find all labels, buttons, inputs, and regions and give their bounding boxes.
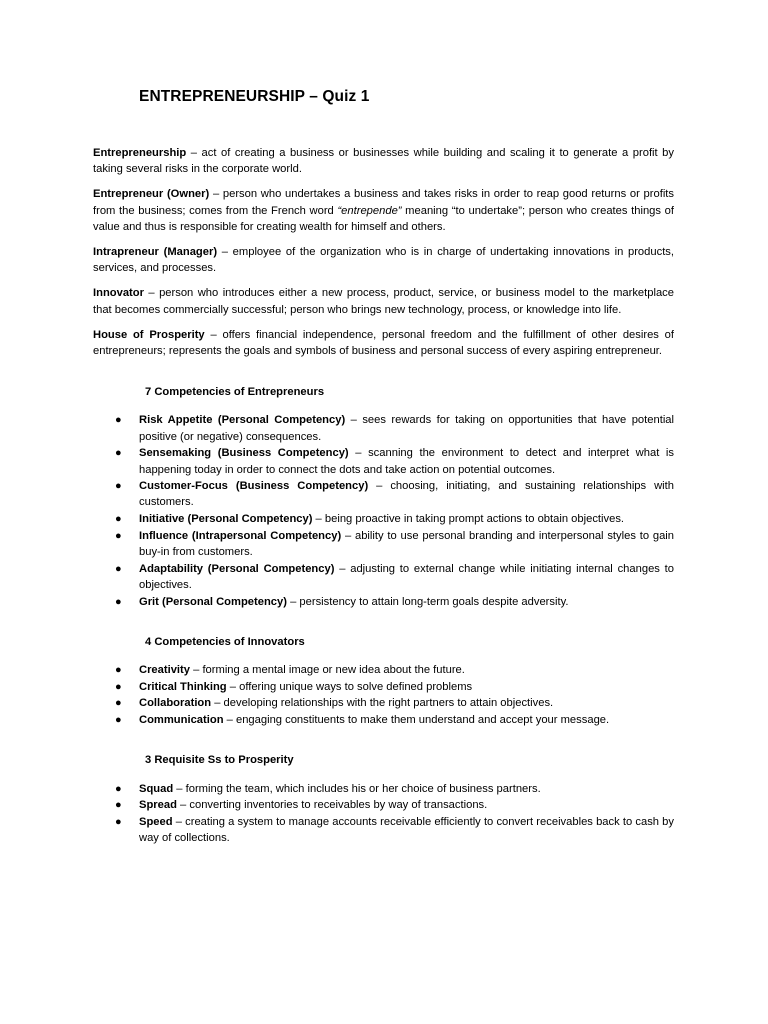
bullet-icon: ● xyxy=(115,664,122,677)
list-item xyxy=(93,412,674,444)
bullet-icon: ● xyxy=(115,680,122,693)
definition-text: – offers financial independence, personal freedom and the fulfillment of other desires of entrepreneurs; represents the goals and symbols of business and personal success of every aspiring entrepreneur. xyxy=(93,328,674,358)
item-term: Squad xyxy=(139,782,174,795)
item-term: Collaboration xyxy=(139,697,212,710)
item-term: Influence (Intrapersonal Competency) xyxy=(139,529,342,542)
section-heading-innovator-competencies: 4 Competencies of Innovators xyxy=(145,635,305,648)
bullet-icon: ● xyxy=(115,816,122,828)
bullet-icon: ● xyxy=(115,782,122,795)
definition-intrapreneur xyxy=(93,244,674,276)
item-term: Creativity xyxy=(139,664,190,677)
definition-innovator xyxy=(93,285,674,317)
document-body xyxy=(93,145,674,847)
bullet-icon: ● xyxy=(115,562,122,575)
list-item xyxy=(93,445,674,477)
item-term: Grit (Personal Competency) xyxy=(139,595,287,608)
definition-text: – person who undertakes a business and takes risks in order to reap good returns or profits from the business; comes from the French word xyxy=(93,188,675,217)
definition-term: Innovator xyxy=(93,287,144,300)
item-text: – developing relationships with the right partners to attain objectives. xyxy=(211,697,554,710)
definition-term: Intrapreneur (Manager) xyxy=(93,246,218,259)
list-item xyxy=(93,594,674,610)
bullet-icon: ● xyxy=(115,697,122,710)
item-text: – being proactive in taking prompt actions to obtain objectives. xyxy=(312,513,625,526)
item-text: – offering unique ways to solve defined problems xyxy=(226,680,473,693)
item-text: – ability to use personal branding and interpersonal styles to gain buy-in from customers. xyxy=(139,529,674,559)
item-text: – adjusting to external change while initiating internal changes to objectives. xyxy=(139,562,674,591)
bullet-icon: ● xyxy=(115,714,122,727)
item-term: Critical Thinking xyxy=(139,680,227,693)
list-item xyxy=(93,814,674,846)
entrepreneur-competencies-list xyxy=(93,412,674,609)
definition-entrepreneurship xyxy=(93,145,674,177)
bullet-icon: ● xyxy=(115,480,122,493)
item-term: Risk Appetite (Personal Competency) xyxy=(139,414,346,427)
item-text: – forming a mental image or new idea about the future. xyxy=(190,664,465,677)
innovator-competencies-list xyxy=(93,662,674,728)
definition-entrepreneur xyxy=(93,186,674,235)
definition-text: – employee of the organization who is in charge of undertaking innovations in products, services, and processes. xyxy=(93,246,675,275)
item-text: – creating a system to manage accounts receivable efficiently to convert receivables back to cash by way of collections. xyxy=(139,816,674,845)
section-heading-prosperity-requisites: 3 Requisite Ss to Prosperity xyxy=(145,754,294,767)
list-item xyxy=(93,478,674,510)
bullet-icon: ● xyxy=(115,799,122,812)
item-term: Communication xyxy=(139,714,224,727)
bullet-icon: ● xyxy=(115,513,122,526)
item-text: – converting inventories to receivables by way of transactions. xyxy=(176,799,488,812)
item-text: – persistency to attain long-term goals despite adversity. xyxy=(286,595,569,608)
bullet-icon: ● xyxy=(115,529,122,542)
section-heading-entrepreneur-competencies: 7 Competencies of Entrepreneurs xyxy=(145,386,325,399)
prosperity-requisites-list xyxy=(93,781,674,847)
item-term: Adaptability (Personal Competency) xyxy=(139,562,335,575)
definition-italic-word: “entrepende” xyxy=(337,204,402,217)
definition-text-after: meaning “to undertake”; person who creates things of value and thus is responsible for creating wealth for himself and others. xyxy=(93,204,674,233)
item-text: – forming the team, which includes his or her choice of business partners. xyxy=(173,782,541,795)
list-item xyxy=(93,695,674,711)
item-term: Spread xyxy=(139,799,177,812)
list-item xyxy=(93,679,674,695)
definition-text: – act of creating a business or businesses while building and scaling it to generate a profit by taking several risks in the corporate world. xyxy=(93,147,674,176)
definition-term: Entrepreneurship xyxy=(93,147,187,159)
list-item xyxy=(93,662,674,678)
item-text: – scanning the environment to detect and interpret what is happening today in order to connect the dots and take action on potential outcomes. xyxy=(139,447,674,476)
list-item xyxy=(93,528,674,560)
item-text: – engaging constituents to make them understand and accept your message. xyxy=(223,714,610,727)
list-item xyxy=(93,511,674,527)
list-item xyxy=(93,797,674,813)
item-term: Customer-Focus (Business Competency) xyxy=(139,480,369,493)
item-text: – choosing, initiating, and sustaining relationships with customers. xyxy=(139,480,674,509)
definition-term: Entrepreneur (Owner) xyxy=(93,188,210,201)
definition-house-of-prosperity xyxy=(93,327,674,359)
definition-term: House of Prosperity xyxy=(93,328,205,341)
list-item xyxy=(93,712,674,728)
item-term: Initiative (Personal Competency) xyxy=(139,513,313,526)
bullet-icon: ● xyxy=(115,595,122,608)
definition-text: – person who introduces either a new process, product, service, or business model to the marketplace that becomes commercially successful; person who brings new technology, process, or knowledge into life. xyxy=(93,287,674,316)
item-term: Speed xyxy=(139,816,173,828)
bullet-icon: ● xyxy=(115,414,122,427)
list-item xyxy=(93,561,674,593)
list-item xyxy=(93,781,674,797)
page-title: ENTREPRENEURSHIP – Quiz 1 xyxy=(139,88,370,105)
item-text: – sees rewards for taking on opportunities that have potential positive (or negative) consequences. xyxy=(139,414,675,443)
item-term: Sensemaking (Business Competency) xyxy=(139,447,349,460)
bullet-icon: ● xyxy=(115,447,122,460)
